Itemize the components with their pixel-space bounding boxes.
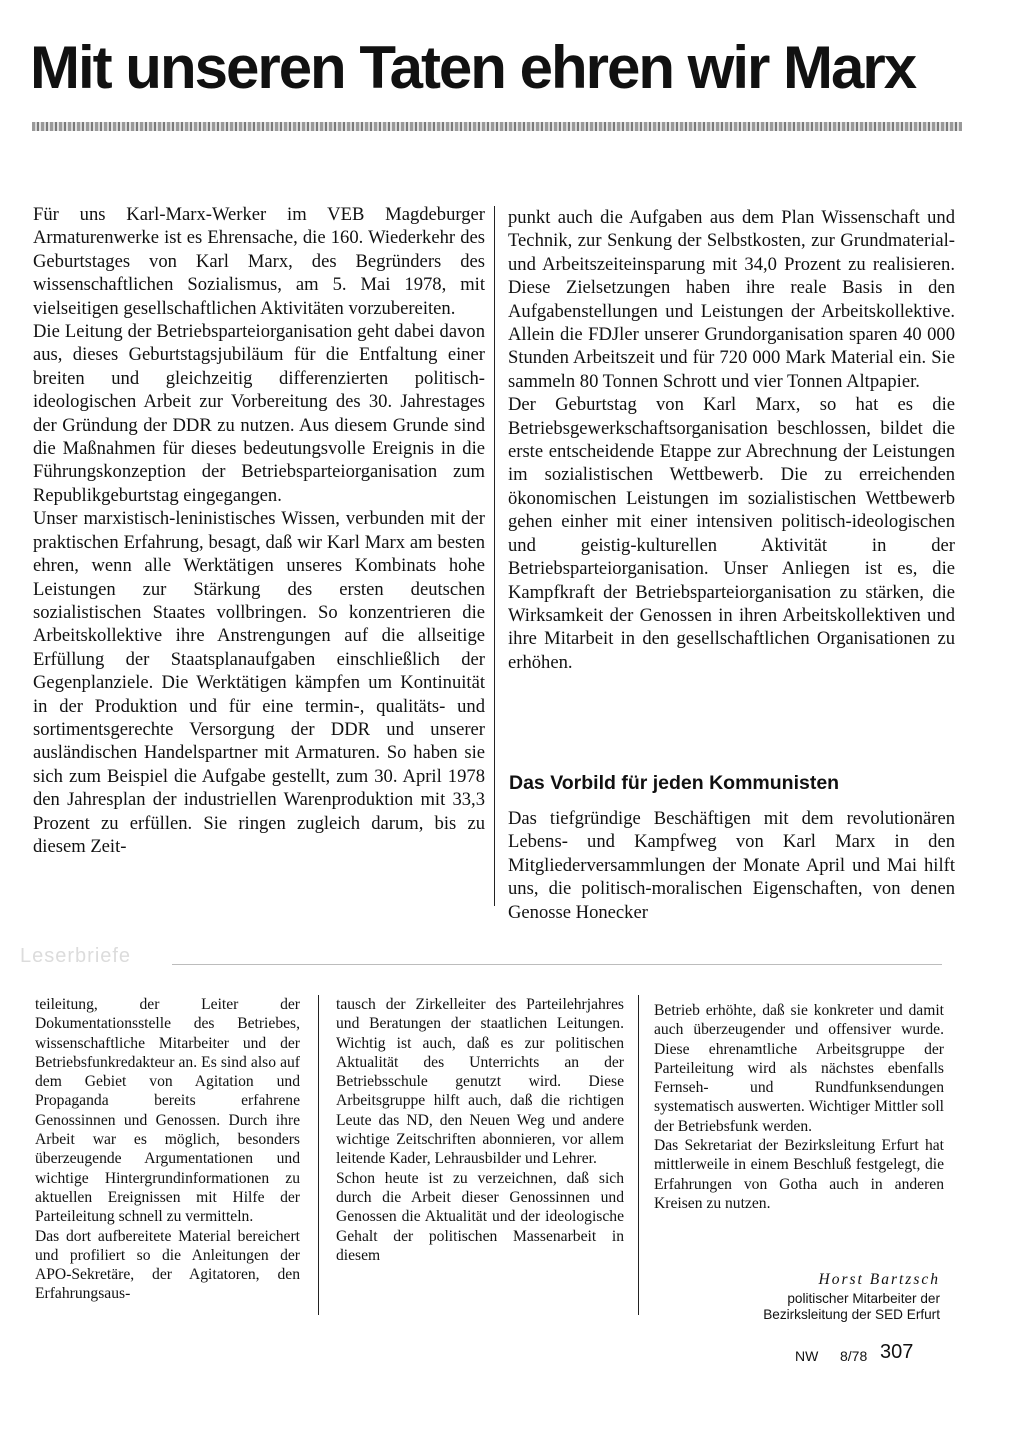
article-paragraph: punkt auch die Aufgaben aus dem Plan Wissenschaft und Technik, zur Senkung der Selbstkosten, zur Grundmaterial- und Arbeitszeiteinsparung mit 34,0 Prozent zu realisieren. Diese Zielsetzungen haben ihre reale Basis in den Aufgabenstellungen und Leistungen der Arbeitskollektive. Allein die FDJler unserer Grundorganisation sparen 40 000 Stunden Arbeitszeit und für 720 000 Mark Material ein. Sie sammeln 80 Tonnen Schrott und vier Tonnen Altpapier. xyxy=(508,207,955,392)
letter-paragraph: Das dort aufbereitete Material bereichert und profiliert so die Anleitungen der APO-Sekretäre, der Agitatoren, den Erfahrungsaus- xyxy=(35,1227,300,1303)
footer-publication: NW xyxy=(795,1348,819,1364)
letter-paragraph: Das Sekretariat der Bezirksleitung Erfurt hat mittlerweile in einem Beschluß festgelegt, die Erfahrungen von Gotha auch in anderen Kreisen zu nutzen. xyxy=(654,1137,944,1212)
section-subheading: Das Vorbild für jeden Kommunisten xyxy=(509,772,840,794)
footer-issue: 8/78 xyxy=(840,1348,868,1364)
column-divider xyxy=(318,995,319,1315)
letter-column-3 xyxy=(654,1001,944,1213)
article-paragraph: Der Geburtstag von Karl Marx, so hat es die Betriebsgewerkschaftsorganisation beschlossen, bildet die erste entscheidende Etappe zur Abrechnung der Leistungen im sozialistischen Wettbewerb. Die zu erreichenden ökonomischen Leistungen im sozialistischen Wettbewerb gehen einher mit einer intensiven politisch-ideologischen und geistig-kulturellen Aktivität in der Betriebsparteiorganisation. Unser Anliegen ist es, die Kampfkraft der Betriebsparteiorganisation zu stärken, die Wirksamkeit der Genossen in ihren Arbeitskollektiven und ihre Mitarbeit in den gesellschaftlichen Organisationen zu erhöhen. xyxy=(508,394,955,673)
signature-name: Horst Bartzsch xyxy=(818,1271,940,1288)
section-divider xyxy=(172,964,942,965)
letter-paragraph: tausch der Zirkelleiter des Parteilehrjahres und Beratungen der staatlichen Leitungen. Wichtig ist auch, daß es zur politischen Aktualität des Unterrichts an der Betriebsschule genutzt wird. Diese Arbeitsgruppe hilft auch, daß die richtigen Leute das ND, den Neuen Weg und andere wichtige Zeitschriften abonnieren, vor allem leitende Kader, Lehrausbilder und Lehrer. xyxy=(336,996,624,1168)
article-paragraph: Für uns Karl-Marx-Werker im VEB Magdeburger Armaturenwerke ist es Ehrensache, die 160. Wiederkehr des Geburtstages von Karl Marx, des Begründers des wissenschaftlichen Sozialismus, am 5. Mai 1978, mit vielseitigen gesellschaftlichen Aktivitäten vorzubereiten. xyxy=(33,204,485,319)
letter-column-2 xyxy=(336,995,624,1265)
column-divider xyxy=(494,206,495,906)
signature-role-line: politischer Mitarbeiter der xyxy=(787,1291,940,1306)
headline-rule xyxy=(32,122,962,131)
letter-paragraph: teileitung, der Leiter der Dokumentationsstelle des Betriebes, wissenschaftliche Mitarbeiter und der Betriebsfunkredakteur an. Es sind also auf dem Gebiet von Agitation und Propaganda bereits erfahrene Genossinnen und Genossen. Durch ihre Arbeit war es möglich, besonders überzeugende Argumentationen und wichtige Hintergrundinformationen zu aktuellen Ereignissen mit Hilfe der Parteileitung schnell zu vermitteln. xyxy=(35,996,300,1226)
article-column-1 xyxy=(33,203,485,858)
signature-role xyxy=(690,1291,940,1322)
article-column-2 xyxy=(508,206,955,674)
article-paragraph: Das tiefgründige Beschäftigen mit dem revolutionären Lebens- und Kampfweg von Karl Marx in den Mitgliederversammlungen der Monate April und Mai hilft uns, die politisch-moralischen Eigenschaften, von denen Genosse Honecker xyxy=(508,808,955,923)
article-paragraph: Unser marxistisch-leninistisches Wissen, verbunden mit der praktischen Erfahrung, besagt, daß wir Karl Marx am besten ehren, wenn alle Werktätigen unseres Kombinats hohe Leistungen zur Stärkung des ersten deutschen sozialistischen Staates vollbringen. So konzentrieren die Arbeitskollektive ihre Anstrengungen auf die allseitige Erfüllung der Staatsplanaufgaben einschließlich der Gegenplanziele. Die Werktätigen kämpfen um Kontinuität in der Produktion und für eine termin-, qualitäts- und sortimentsgerechte Versorgung der DDR und unserer ausländischen Handelspartner mit Armaturen. So haben sie sich zum Beispiel die Aufgabe gestellt, zum 30. April 1978 den Jahresplan der industriellen Warenproduktion mit 33,3 Prozent zu erfüllen. Sie ringen zugleich darum, bis zu diesem Zeit- xyxy=(33,508,485,857)
letter-paragraph: Betrieb erhöhte, daß sie konkreter und damit auch überzeugender und offensiver wurde. Diese ehrenamtliche Arbeitsgruppe der Parteileitung wird als nächstes ebenfalls Fernseh- und Rundfunksendungen systematisch auswerten. Wichtiger Mittler soll der Betriebsfunk werden. xyxy=(654,1002,944,1135)
signature-role-line: Bezirksleitung der SED Erfurt xyxy=(763,1306,940,1322)
article-column-3 xyxy=(508,807,955,924)
headline: Mit unseren Taten ehren wir Marx xyxy=(30,34,916,101)
section-label: Leserbriefe xyxy=(20,945,132,967)
letter-paragraph: Schon heute ist zu verzeichnen, daß sich durch die Arbeit dieser Genossinnen und Genossen die Aktualität und der ideologische Gehalt der politischen Massenarbeit in diesem xyxy=(336,1169,624,1264)
article-paragraph: Die Leitung der Betriebsparteiorganisation geht dabei davon aus, dieses Geburtstagsjubiläum für die Entfaltung einer breiten und gleichzeitig differenzierten politisch-ideologischen Arbeit zur Vorbereitung des 30. Jahrestages der Gründung der DDR zu nutzen. Aus diesem Grunde sind die Maßnahmen für dieses bedeutungsvolle Ereignis in die Führungskonzeption der Betriebsparteiorganisation zum Republikgeburtstag eingegangen. xyxy=(33,321,485,506)
column-divider xyxy=(638,995,639,1315)
page-number: 307 xyxy=(880,1341,914,1363)
letter-column-1 xyxy=(35,995,300,1304)
